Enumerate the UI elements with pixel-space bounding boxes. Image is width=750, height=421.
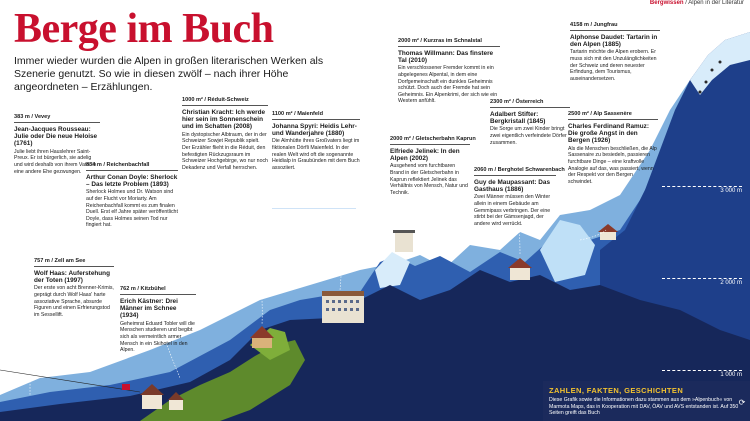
- station-oesterreich: [490, 99, 570, 146]
- station-text: Geheimrat Eduard Tobler will die Menschen studieren und begibt sich als vermeintlich armer Mensch in ein Skihotel in den Alpen.: [120, 320, 195, 354]
- station-book: Johanna Spyri: Heidis Lehr- und Wanderjahre (1880): [272, 122, 357, 137]
- station-text: Ausgehend vom furchtbaren Brand in der Gletscherbahn in Kaprun reflektiert Jelinek das Verhältnis von Mensch, Natur und Technik.: [390, 163, 468, 196]
- elevation-marker-1000: 1 000 m: [662, 370, 742, 378]
- station-maienfeld: [272, 111, 360, 171]
- section-label: Alpen in der Literatur: [688, 0, 744, 6]
- station-book: Elfriede Jelinek: In den Alpen (2002): [390, 147, 460, 162]
- station-book: Wolf Haas: Auferstehung der Toten (1997): [34, 269, 110, 284]
- facts-heading: ZAHLEN, FAKTEN, GESCHICHTEN: [549, 386, 684, 395]
- station-text: Die Almhütte ihres Großvaters liegt im fiktionalen Dörfli Maienfeld. In der realen Welt wird oft die sogenannte Heidialp in Graubünden mit dem Buch assoziiert.: [272, 138, 360, 171]
- station-book: Alphonse Daudet: Tartarin in den Alpen (1885): [570, 33, 658, 48]
- elevation-marker-3000: 3 000 m: [662, 186, 742, 194]
- station-reichenbachfall: [86, 162, 178, 229]
- share-icon[interactable]: ⟳: [738, 398, 746, 407]
- station-alp-sassenere: [568, 111, 658, 185]
- station-text: Der erste von acht Brenner-Krimis, geprägt durch Wolf Haas' harte assoziative Sprache, absurde Figuren und einen Erfrierungstod im Sessellift.: [34, 285, 114, 318]
- station-book: Jean-Jacques Rousseau: Julie oder Die neue Heloise (1761): [14, 125, 98, 148]
- facts-text: Diese Grafik sowie die Informationen dazu stammen aus dem »Alpenbuch« von Marmota Maps, das in Kooperation mit DAV, ÖAV und AVS entstanden ist. Auf 350 Seiten greift das Buch: [549, 397, 739, 417]
- station-kurzras: [398, 38, 500, 105]
- station-book: Charles Ferdinand Ramuz: Die große Angst in den Bergen (1926): [568, 122, 649, 145]
- station-text: Julie liebt ihren Hauslehrer Saint-Preux. Er ist bürgerlich, sie adelig und wird deshalb von ihrem Vater in eine andere Ehe gezwungen.: [14, 148, 97, 175]
- station-book: Arthur Conan Doyle: Sherlock – Das letzte Problem (1893): [86, 173, 178, 188]
- station-schatzalp: [272, 200, 356, 260]
- station-schwarenbach: [474, 167, 565, 227]
- station-book: Guy de Maupassant: Das Gasthaus (1886): [474, 178, 550, 193]
- station-reduit-schweiz: [182, 97, 268, 171]
- station-altitude: 2300 m² / Österreich: [490, 99, 570, 108]
- brand-label: Bergwissen: [649, 0, 684, 6]
- station-text: Ein dystopischer Albtraum, der in der Schweizer Sowjet Republik spielt. Der Erzähler flieht in die Réduit, den befestigten Rückzugsraum im Schweizer Hochgebirge, wo nur noch Dekadenz und Verfall herrschen.: [182, 131, 268, 171]
- station-text: Die Sorge um zwei Kinder bringt zwei eigentlich verfeindete Dörfer zusammen.: [490, 126, 567, 146]
- station-altitude: 4158 m / Jungfrau: [570, 22, 660, 31]
- station-book: Christian Kracht: Ich werde hier sein im Sonnenschein und im Schatten (2008): [182, 108, 266, 131]
- facts-box: [543, 381, 750, 421]
- station-kaprun: [390, 136, 476, 196]
- page-title: Berge im Buch: [14, 6, 274, 52]
- header-breadcrumb: [650, 0, 744, 6]
- chairlift-chair: [122, 384, 130, 390]
- station-zell-am-see: [34, 258, 114, 318]
- intro-text: Immer wieder wurden die Alpen in großen literarischen Werken als Szenerie genutzt. So wie in diesen zwölf – nach ihrer Höhe angeordneten – Erzählungen.: [14, 55, 324, 93]
- station-text: Zwei Männer müssen den Winter allein in einem Gebäude am Gemmipass verbringen. Der eine stirbt bei der Gämsenjagd, der andere wird verrückt.: [474, 194, 551, 227]
- elevation-marker-2000: 2 000 m: [662, 278, 742, 286]
- station-text: Als die Menschen beschließen, die Alp Sassenaire zu besiedeln, passieren furchtbare Dinge – eine kraftvolle Analogie auf das, was passiert, wenn der Respekt vor den Bergen schwindet.: [568, 145, 657, 185]
- station-altitude: 383 m / Vevey: [14, 114, 100, 123]
- station-text: Ein verschlossener Fremder kommt in ein abgelegenes Alpental, in dem eine Dorfgemeinschaft ein dunkles Geheimnis schützt. Doch auch der Fremde hat sein Geheimnis. Ein Alpenkrimi, der sich wie ein Western anfühlt.: [398, 65, 498, 105]
- station-book: Thomas Mann: Der Zauberberg (1924): [272, 211, 330, 226]
- station-altitude: 1100 m² / Maienfeld: [272, 111, 360, 120]
- station-book: Thomas Willmann: Das finstere Tal (2010): [398, 49, 494, 64]
- station-jungfrau: [570, 22, 660, 82]
- station-text: Nur drei Wochen möchte Hans Castorp in Davos verbringen, bleibt aber sieben Jahre. Ein Meisterwerk der Stilvirtuosität und einer der ersten modernen Romane: [272, 227, 354, 260]
- station-text: Tartarin möchte die Alpen erobern. Er muss sich mit den Unzulänglichkeiten der Schweiz und deren neuester Erfindung, dem Tourismus, auseinandersetzen.: [570, 49, 657, 82]
- station-altitude: 2500 m² / Alp Sassenère: [568, 111, 658, 120]
- station-altitude: 762 m / Kitzbühel: [120, 286, 196, 295]
- station-altitude: 757 m / Zell am See: [34, 258, 114, 267]
- station-altitude: 2060 m / Berghotel Schwarenbach: [474, 167, 556, 176]
- station-altitude: 1000 m² / Réduit-Schweiz: [182, 97, 268, 106]
- station-altitude: 1861 m / Sanatorium Schatzalp: [272, 200, 356, 209]
- station-book: Erich Kästner: Drei Männer im Schnee (1934): [120, 297, 178, 320]
- breadcrumb-separator: /: [685, 0, 687, 6]
- station-text: Sherlock Holmes und Dr. Watson sind auf der Flucht vor Moriarty. Am Reichenbachfall kommt es zum finalen Duell. Erst elf Jahre später veröffentlicht Doyle, dass Holmes seinen Tod nur fingiert hat.: [86, 189, 178, 229]
- station-altitude: 834 m / Reichenbachfall: [86, 162, 178, 171]
- station-altitude: 2000 m² / Kurzras im Schnalstal: [398, 38, 500, 47]
- station-altitude: 2000 m² / Gletscherbahn Kaprun: [390, 136, 470, 145]
- station-kitzbuehel: [120, 286, 196, 354]
- station-book: Adalbert Stifter: Bergkristall (1845): [490, 110, 546, 125]
- gondola-station: [395, 232, 413, 252]
